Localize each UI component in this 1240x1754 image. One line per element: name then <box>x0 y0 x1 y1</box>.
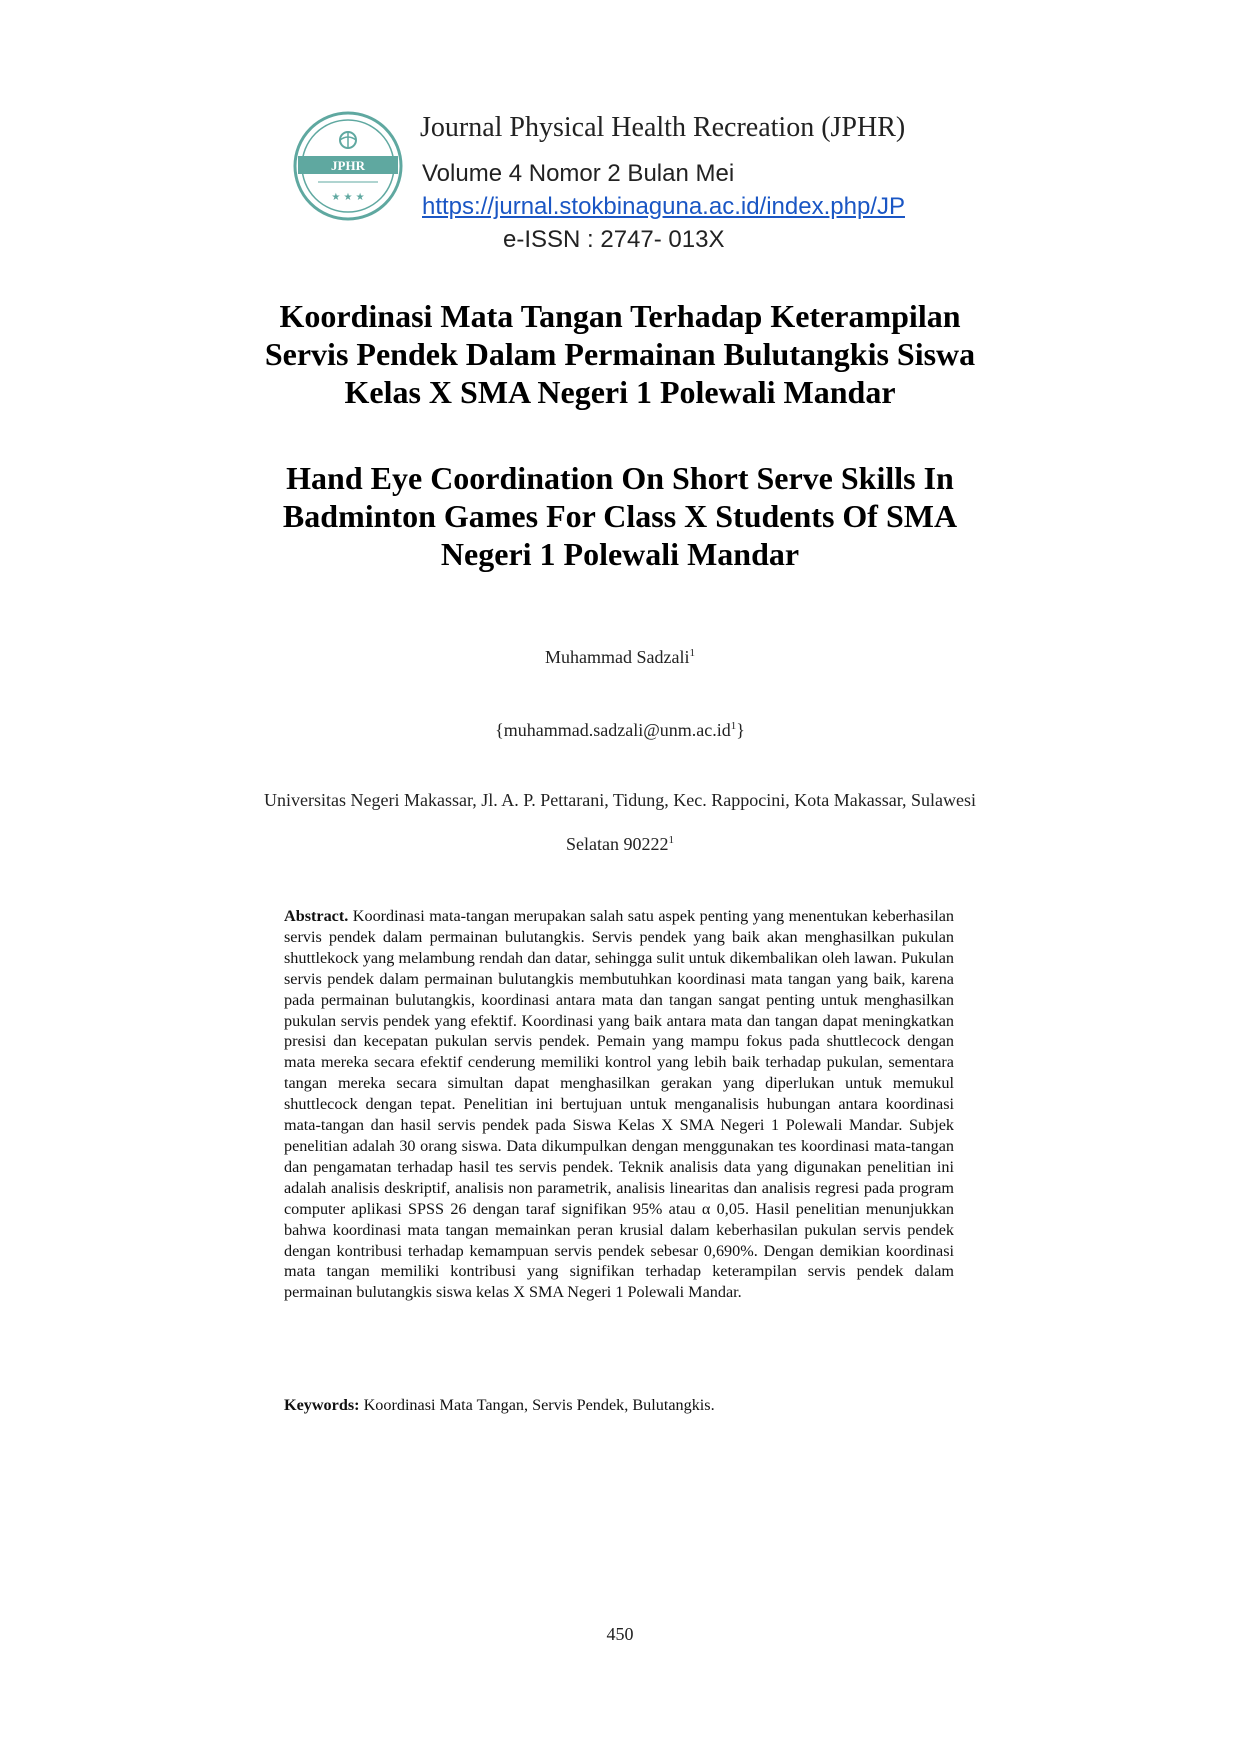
page-number: 450 <box>606 1624 634 1644</box>
logo-text: JPHR <box>331 158 365 173</box>
keywords-label: Keywords: <box>284 1396 360 1414</box>
title-en-line: Negeri 1 Polewali Mandar <box>440 536 800 572</box>
journal-issn: e-ISSN : 2747- 013X <box>503 226 725 253</box>
abstract-label: Abstract. <box>284 907 349 925</box>
journal-volume: Volume 4 Nomor 2 Bulan Mei <box>422 160 735 187</box>
journal-url-link[interactable]: https://jurnal.stokbinaguna.ac.id/index.php/JP <box>422 193 905 220</box>
title-id-line: Servis Pendek Dalam Permainan Bulutangkis Siswa <box>264 336 976 372</box>
abstract-text: Koordinasi mata-tangan merupakan salah satu aspek penting yang menentukan keberhasilan servis pendek dalam permainan bulutangkis. Servis pendek yang baik akan menghasilkan pukulan shuttlekock yang melambung rendah dan datar, sehingga sulit untuk dikembalikan oleh lawan. Pukulan servis pendek dalam permainan bulutangkis membutuhkan koordinasi mata tangan yang baik, karena pada permainan bulutangkis, koordinasi antara mata dan tangan sangat penting untuk menghasilkan pukulan servis pendek yang efektif. Koordinasi yang baik antara mata dan tangan dapat meningkatkan presisi dan kecepatan pukulan servis pendek. Pemain yang mampu fokus pada shuttlecock dengan mata mereka secara efektif cenderung memiliki kontrol yang lebih baik terhadap pukulan, sementara tangan mereka secara simultan dapat menghasilkan gerakan yang diperlukan untuk memukul shuttlecock dengan tepat. Penelitian ini bertujuan untuk menganalisis hubungan antara koordinasi mata-tangan dan hasil servis pendek pada Siswa Kelas X SMA Negeri 1 Polewali Mandar. Subjek penelitian adalah 30 orang siswa. Data dikumpulkan dengan menggunakan tes koordinasi mata-tangan dan pengamatan terhadap hasil tes servis pendek. Teknik analisis data yang digunakan penelitian ini adalah analisis deskriptif, analisis non parametrik, analisis linearitas dan analisis regresi pada program computer aplikasi SPSS 26 dengan taraf signifikan 95% atau α 0,05. Hasil penelitian menunjukkan bahwa koordinasi mata tangan memainkan peran krusial dalam keberhasilan pukulan servis pendek dengan kontribusi terhadap kemampuan servis pendek sebesar 0,690%. Dengan demikian koordinasi mata tangan memiliki kontribusi yang signifikan terhadap keterampilan servis pendek dalam permainan bulutangkis siswa kelas X SMA Negeri 1 Polewali Mandar. <box>284 907 955 1302</box>
keywords-text: Koordinasi Mata Tangan, Servis Pendek, Bulutangkis. <box>363 1396 715 1414</box>
title-id-line: Kelas X SMA Negeri 1 Polewali Mandar <box>344 374 896 410</box>
email-close-brace: } <box>736 720 745 740</box>
affiliation-line-1: Universitas Negeri Makassar, Jl. A. P. Pettarani, Tidung, Kec. Rappocini, Kota Makassar, Sulawesi <box>264 790 976 810</box>
author-name <box>160 647 1080 668</box>
email-address: muhammad.sadzali@unm.ac.id <box>503 720 731 740</box>
email-open-brace: { <box>495 720 504 740</box>
keywords <box>284 1396 954 1415</box>
affiliation-marker: 1 <box>668 834 674 846</box>
email-affiliation-marker: 1 <box>730 720 737 732</box>
affiliation-line-2-text: Selatan 90222 <box>566 834 669 854</box>
author-name-text: Muhammad Sadzali <box>545 647 690 667</box>
article-title-english <box>160 459 1080 573</box>
svg-text:★ ★ ★: ★ ★ ★ <box>331 192 365 203</box>
journal-title: Journal Physical Health Recreation (JPHR) <box>420 112 906 143</box>
author-email <box>160 720 1080 741</box>
author-affiliation-marker: 1 <box>689 647 695 659</box>
article-title-indonesian <box>160 297 1080 411</box>
title-id-line: Koordinasi Mata Tangan Terhadap Keterampilan <box>279 298 961 334</box>
title-en-line: Badminton Games For Class X Students Of SMA <box>282 498 958 534</box>
affiliation-line-2 <box>160 834 1080 855</box>
abstract <box>284 906 954 1303</box>
jphr-logo <box>292 110 404 222</box>
title-en-line: Hand Eye Coordination On Short Serve Skills In <box>286 460 954 496</box>
